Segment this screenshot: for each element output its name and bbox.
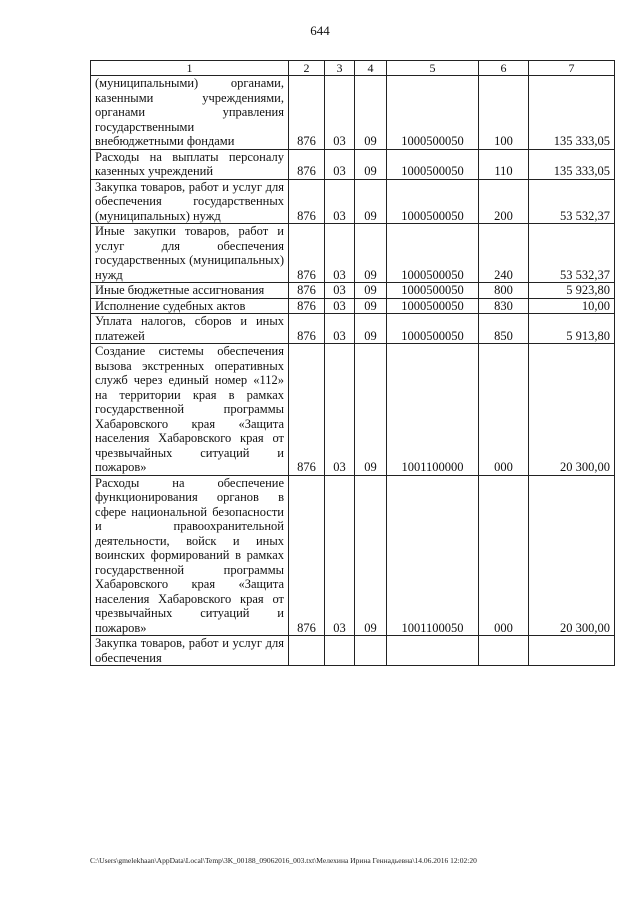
row-code-6: 240 xyxy=(479,224,529,283)
row-code-2: 876 xyxy=(289,179,325,224)
table-row xyxy=(91,76,615,150)
row-code-3: 03 xyxy=(325,475,355,636)
row-code-3: 03 xyxy=(325,224,355,283)
row-code-4: 09 xyxy=(355,76,387,150)
row-code-4: 09 xyxy=(355,149,387,179)
table-row xyxy=(91,298,615,314)
row-code-2: 876 xyxy=(289,298,325,314)
row-code-3: 03 xyxy=(325,283,355,299)
row-name: (муниципальными) органами, казенными учреждениями, органами управления государственными внебюджетными фондами xyxy=(91,76,289,150)
row-code-6 xyxy=(479,636,529,666)
row-code-5: 1000500050 xyxy=(387,314,479,344)
row-code-4: 09 xyxy=(355,224,387,283)
row-code-6: 000 xyxy=(479,344,529,476)
row-code-5: 1000500050 xyxy=(387,224,479,283)
header-col-2: 2 xyxy=(289,61,325,76)
row-amount: 53 532,37 xyxy=(529,224,615,283)
row-amount: 20 300,00 xyxy=(529,475,615,636)
table-row xyxy=(91,475,615,636)
row-name: Уплата налогов, сборов и иных платежей xyxy=(91,314,289,344)
row-name: Закупка товаров, работ и услуг для обеспечения государственных (муниципальных) нужд xyxy=(91,179,289,224)
row-code-2: 876 xyxy=(289,224,325,283)
row-code-3 xyxy=(325,636,355,666)
row-amount: 5 913,80 xyxy=(529,314,615,344)
row-code-4: 09 xyxy=(355,283,387,299)
row-amount: 135 333,05 xyxy=(529,76,615,150)
row-amount xyxy=(529,636,615,666)
row-code-3: 03 xyxy=(325,314,355,344)
row-code-2: 876 xyxy=(289,314,325,344)
row-name: Создание системы обеспечения вызова экстренных оперативных служб через единый номер «112» на территории края в рамках государственной программы Хабаровского края «Защита населения Хабаровского края от чрезвычайных ситуаций и пожаров» xyxy=(91,344,289,476)
row-code-5: 1000500050 xyxy=(387,179,479,224)
row-code-6: 850 xyxy=(479,314,529,344)
table-row xyxy=(91,283,615,299)
row-code-5: 1000500050 xyxy=(387,283,479,299)
row-code-4: 09 xyxy=(355,179,387,224)
row-code-6: 000 xyxy=(479,475,529,636)
row-name: Иные закупки товаров, работ и услуг для обеспечения государственных (муниципальных) нужд xyxy=(91,224,289,283)
row-code-4: 09 xyxy=(355,314,387,344)
table-row xyxy=(91,149,615,179)
header-col-7: 7 xyxy=(529,61,615,76)
header-col-3: 3 xyxy=(325,61,355,76)
table-row xyxy=(91,344,615,476)
row-name: Расходы на обеспечение функционирования органов в сфере национальной безопасности и правоохранительной деятельности, войск и иных воинских формирований в рамках государственной программы Хабаровского края «Защита населения Хабаровского края от чрезвычайных ситуаций и пожаров» xyxy=(91,475,289,636)
header-col-6: 6 xyxy=(479,61,529,76)
row-amount: 53 532,37 xyxy=(529,179,615,224)
footer-path: C:\Users\gmelekhaan\AppData\Local\Temp\3K_00188_09062016_003.txt\Мелехина Ирина Геннадьевна\14.06.2016 12:02:20 xyxy=(90,856,477,865)
row-code-2: 876 xyxy=(289,475,325,636)
row-amount: 20 300,00 xyxy=(529,344,615,476)
header-col-1: 1 xyxy=(91,61,289,76)
row-amount: 10,00 xyxy=(529,298,615,314)
header-col-5: 5 xyxy=(387,61,479,76)
row-code-4: 09 xyxy=(355,344,387,476)
budget-table xyxy=(90,60,615,666)
row-code-3: 03 xyxy=(325,298,355,314)
row-code-5: 1001100000 xyxy=(387,344,479,476)
row-name: Закупка товаров, работ и услуг для обеспечения xyxy=(91,636,289,666)
table-row xyxy=(91,224,615,283)
row-code-4: 09 xyxy=(355,298,387,314)
row-code-2 xyxy=(289,636,325,666)
row-code-5: 1001100050 xyxy=(387,475,479,636)
row-name: Иные бюджетные ассигнования xyxy=(91,283,289,299)
row-code-6: 800 xyxy=(479,283,529,299)
row-amount: 135 333,05 xyxy=(529,149,615,179)
row-code-6: 200 xyxy=(479,179,529,224)
row-name: Исполнение судебных актов xyxy=(91,298,289,314)
row-name: Расходы на выплаты персоналу казенных учреждений xyxy=(91,149,289,179)
table-row xyxy=(91,636,615,666)
row-code-4: 09 xyxy=(355,475,387,636)
row-code-4 xyxy=(355,636,387,666)
table-row xyxy=(91,314,615,344)
row-amount: 5 923,80 xyxy=(529,283,615,299)
row-code-5: 1000500050 xyxy=(387,76,479,150)
row-code-5: 1000500050 xyxy=(387,149,479,179)
row-code-3: 03 xyxy=(325,149,355,179)
row-code-6: 110 xyxy=(479,149,529,179)
row-code-5 xyxy=(387,636,479,666)
row-code-3: 03 xyxy=(325,344,355,476)
table-header-row xyxy=(91,61,615,76)
row-code-2: 876 xyxy=(289,283,325,299)
row-code-3: 03 xyxy=(325,179,355,224)
page-number: 644 xyxy=(310,23,330,38)
row-code-3: 03 xyxy=(325,76,355,150)
row-code-5: 1000500050 xyxy=(387,298,479,314)
row-code-2: 876 xyxy=(289,76,325,150)
row-code-2: 876 xyxy=(289,344,325,476)
table-row xyxy=(91,179,615,224)
row-code-6: 830 xyxy=(479,298,529,314)
row-code-2: 876 xyxy=(289,149,325,179)
row-code-6: 100 xyxy=(479,76,529,150)
header-col-4: 4 xyxy=(355,61,387,76)
